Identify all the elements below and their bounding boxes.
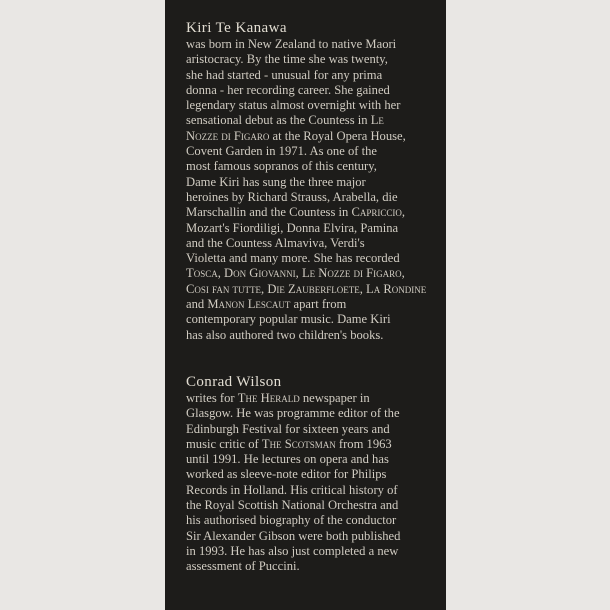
bio-line [186, 52, 442, 67]
bio-line [186, 129, 442, 144]
bio-line [186, 328, 442, 343]
text-run: contemporary popular music. Dame Kiri [186, 312, 391, 327]
text-run: she had started - unusual for any prima [186, 67, 383, 82]
work-title: Manon Lescaut [207, 297, 291, 312]
work-title: Tosca, Don Giovanni, Le Nozze di Figaro, [186, 266, 405, 281]
bio-line [186, 544, 442, 559]
text-run: most famous sopranos of this century, [186, 159, 377, 174]
bio-line [186, 297, 442, 312]
bio-line [186, 406, 442, 421]
bio-line [186, 282, 442, 297]
bio-line [186, 251, 442, 266]
text-run: Marschallin and the Countess in [186, 205, 352, 220]
bio-line [186, 312, 442, 327]
work-title: The Herald [237, 391, 300, 405]
text-run: writes for [186, 391, 238, 405]
bio-line [186, 68, 442, 83]
text-run: from 1963 [335, 436, 392, 451]
text-run: apart from [290, 297, 347, 312]
text-run: Violetta and many more. She has recorded [186, 251, 400, 266]
text-run: in 1993. He has also just completed a new [186, 543, 399, 558]
text-run: legendary status almost overnight with her [186, 98, 401, 113]
text-run: the Royal Scottish National Orchestra and [186, 498, 399, 513]
work-title: Nozze di Figaro [186, 128, 270, 143]
bio-line [186, 467, 442, 482]
text-run: assessment of Puccini. [186, 559, 300, 574]
bio-line [186, 175, 442, 190]
bio-line [186, 391, 442, 406]
bio-line [186, 529, 442, 544]
text-run: at the Royal Opera House, [269, 128, 406, 143]
booklet-panel [165, 0, 446, 610]
text-run: Covent Garden in 1971. As one of the [186, 144, 377, 159]
text-run: Edinburgh Festival for sixteen years and [186, 421, 390, 436]
bio-line [186, 190, 442, 205]
bio-line [186, 266, 442, 281]
work-title: Cosi fan tutte, Die Zauberfloete, La Rondine [186, 281, 427, 296]
bio-line [186, 83, 442, 98]
text-run: Sir Alexander Gibson were both published [186, 528, 401, 543]
bio-line [186, 422, 442, 437]
bio-line [186, 559, 442, 574]
text-run: Glasgow. He was programme editor of the [186, 406, 400, 421]
text-run: sensational debut as the Countess in [186, 113, 371, 128]
bio-conrad-wilson [186, 374, 442, 575]
text-run: and the Countess Almaviva, Verdi's [186, 235, 365, 250]
text-run: has also authored two children's books. [186, 327, 384, 342]
text-run: and [186, 297, 208, 312]
work-title: Capriccio, [351, 205, 406, 220]
bio-line [186, 498, 442, 513]
text-run: aristocracy. By the time she was twenty, [186, 52, 388, 67]
text-run: heroines by Richard Strauss, Arabella, die [186, 189, 398, 204]
bio-line [186, 483, 442, 498]
text-run: Mozart's Fiordiligi, Donna Elvira, Pamina [186, 220, 399, 235]
bio-line [186, 144, 442, 159]
text-run: was born in New Zealand to native Maori [186, 37, 397, 51]
bio-line [186, 205, 442, 220]
bio-line [186, 159, 442, 174]
text-run: donna - her recording career. She gained [186, 82, 390, 97]
bio-text [186, 391, 442, 575]
bio-kiri-te-kanawa [186, 20, 442, 343]
text-run: Dame Kiri has sung the three major [186, 174, 366, 189]
bio-line [186, 452, 442, 467]
text-run: newspaper in [299, 391, 370, 405]
bio-line [186, 98, 442, 113]
text-run: his authorised biography of the conductor [186, 513, 397, 528]
bio-line [186, 513, 442, 528]
bio-line [186, 37, 442, 52]
bio-line [186, 221, 442, 236]
bio-line [186, 437, 442, 452]
text-run: music critic of [186, 436, 262, 451]
work-title: The Scotsman [261, 436, 336, 451]
bio-line [186, 236, 442, 251]
text-run: worked as sleeve-note editor for Philips [186, 467, 387, 482]
bio-line [186, 113, 442, 128]
work-title: Le [370, 113, 384, 128]
bio-name: Conrad Wilson [186, 374, 282, 390]
text-run: until 1991. He lectures on opera and has [186, 452, 389, 467]
bio-text [186, 37, 442, 343]
text-run: Records in Holland. His critical history of [186, 482, 398, 497]
bio-name: Kiri Te Kanawa [186, 20, 287, 36]
